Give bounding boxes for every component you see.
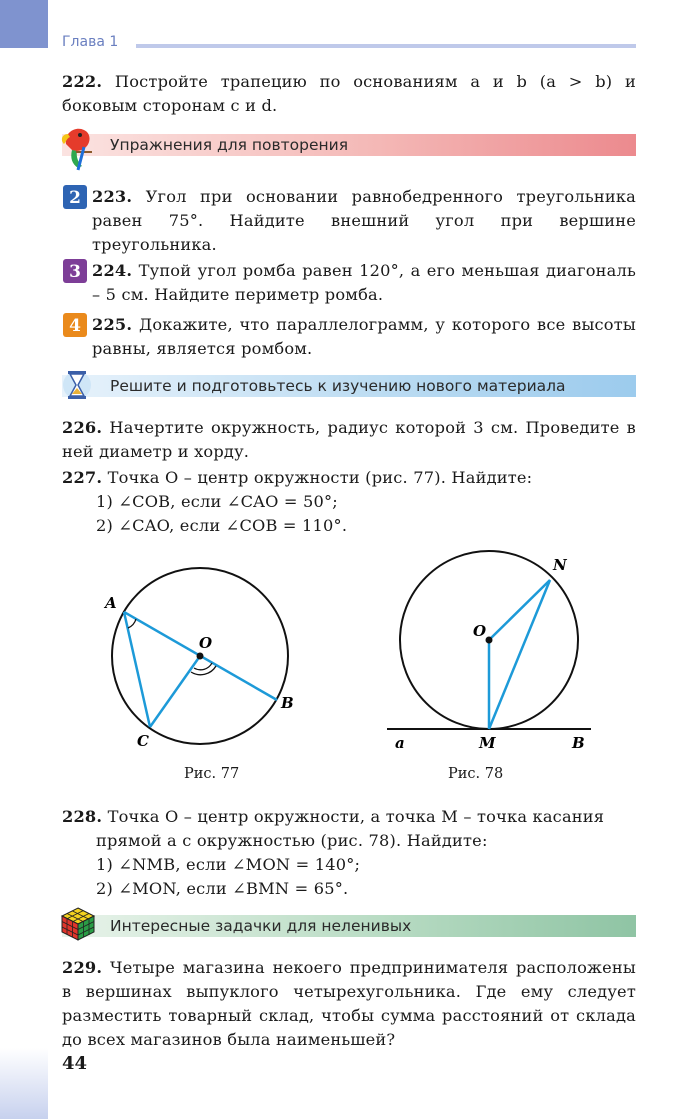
- problem-227: [62, 466, 636, 538]
- svg-text:2: 2: [69, 188, 81, 208]
- problem-number: 228.: [62, 807, 103, 826]
- problem-text: Тупой угол ромба равен 120°, а его меньшая диагональ – 5 см. Найдите периметр ромба.: [92, 261, 636, 304]
- problem-228: [62, 805, 636, 901]
- radius-OC: [150, 656, 200, 727]
- label-O: O: [199, 634, 213, 652]
- section-banner-interesting: [62, 915, 636, 937]
- page-number: 44: [62, 1053, 88, 1074]
- chord-MN: [489, 580, 550, 729]
- chord-AC: [124, 612, 150, 727]
- level-3-icon: [62, 258, 88, 284]
- angle-arc-A: [128, 619, 136, 628]
- label-B: B: [281, 694, 294, 712]
- problem-223: [92, 185, 636, 257]
- problem-number: 223.: [92, 187, 133, 206]
- angle-arc-O-1: [194, 663, 212, 670]
- section-title: Интересные задачки для неленивых: [110, 917, 412, 935]
- problem-224: [92, 259, 636, 307]
- level-2-icon: [62, 184, 88, 210]
- svg-text:4: 4: [69, 316, 81, 336]
- label-A: A: [105, 594, 117, 612]
- center-point: [486, 637, 493, 644]
- problem-222: [62, 70, 636, 118]
- problem-225: [92, 313, 636, 361]
- angle-arc-O-2: [191, 666, 216, 675]
- section-banner-review: [62, 134, 636, 156]
- problem-229: [62, 956, 636, 1052]
- section-title: Упражнения для повторения: [110, 136, 349, 154]
- problem-226: [62, 416, 636, 464]
- problem-text: Угол при основании равнобедренного треугольника равен 75°. Найдите внешний угол при вершине треугольника.: [92, 187, 636, 254]
- section-banner-prepare: [62, 375, 636, 397]
- problem-text: Точка O – центр окружности (рис. 77). Найдите:: [107, 468, 533, 487]
- parrot-icon: [58, 122, 100, 172]
- label-M: M: [479, 734, 496, 752]
- chapter-title: Глава 1: [62, 34, 119, 50]
- section-title: Решите и подготовьтесь к изучению нового материала: [110, 377, 566, 395]
- label-B: B: [572, 734, 585, 752]
- center-point: [197, 653, 204, 660]
- label-C: C: [137, 732, 149, 750]
- problem-number: 229.: [62, 958, 103, 977]
- level-4-icon: [62, 312, 88, 338]
- problem-number: 222.: [62, 72, 103, 91]
- label-O: O: [473, 622, 487, 640]
- problem-text: Постройте трапецию по основаниям a и b (a > b) и боковым сторонам c и d.: [62, 72, 636, 115]
- corner-decoration-bottom: [0, 1048, 48, 1119]
- problem-number: 227.: [62, 468, 103, 487]
- figure-77: [100, 560, 310, 760]
- problem-number: 226.: [62, 418, 103, 437]
- problem-text-line-1: Точка O – центр окружности, а точка M – точка касания: [107, 807, 605, 826]
- figure-78-caption: Рис. 78: [448, 766, 504, 782]
- sub-question-1: 1) ∠COB, если ∠CAO = 50°;: [96, 492, 338, 511]
- radius-ON: [489, 580, 550, 640]
- figure-77-caption: Рис. 77: [184, 766, 240, 782]
- figure-78: [385, 550, 595, 755]
- sub-question-1: 1) ∠NMB, если ∠MON = 140°;: [96, 855, 361, 874]
- label-a: a: [395, 734, 405, 752]
- sub-question-2: 2) ∠CAO, если ∠COB = 110°.: [96, 516, 348, 535]
- sub-question-2: 2) ∠MON, если ∠BMN = 65°.: [96, 879, 349, 898]
- problem-number: 224.: [92, 261, 133, 280]
- rubiks-cube-icon: [60, 906, 96, 942]
- problem-number: 225.: [92, 315, 133, 334]
- svg-text:3: 3: [69, 262, 81, 282]
- header-rule: [136, 44, 636, 48]
- hourglass-icon: [62, 367, 92, 403]
- problem-text-line-2: прямой a с окружностью (рис. 78). Найдите:: [96, 831, 488, 850]
- label-N: N: [553, 556, 567, 574]
- corner-decoration: [0, 0, 48, 48]
- problem-text: Начертите окружность, радиус которой 3 см. Проведите в ней диаметр и хорду.: [62, 418, 636, 461]
- problem-text: Четыре магазина некоего предпринимателя расположены в вершинах выпуклого четырехугольника. Где ему следует разместить товарный склад, чтобы сумма расстояний от склада до всех магазинов была наименьшей?: [62, 958, 636, 1049]
- problem-text: Докажите, что параллелограмм, у которого все высоты равны, является ромбом.: [92, 315, 636, 358]
